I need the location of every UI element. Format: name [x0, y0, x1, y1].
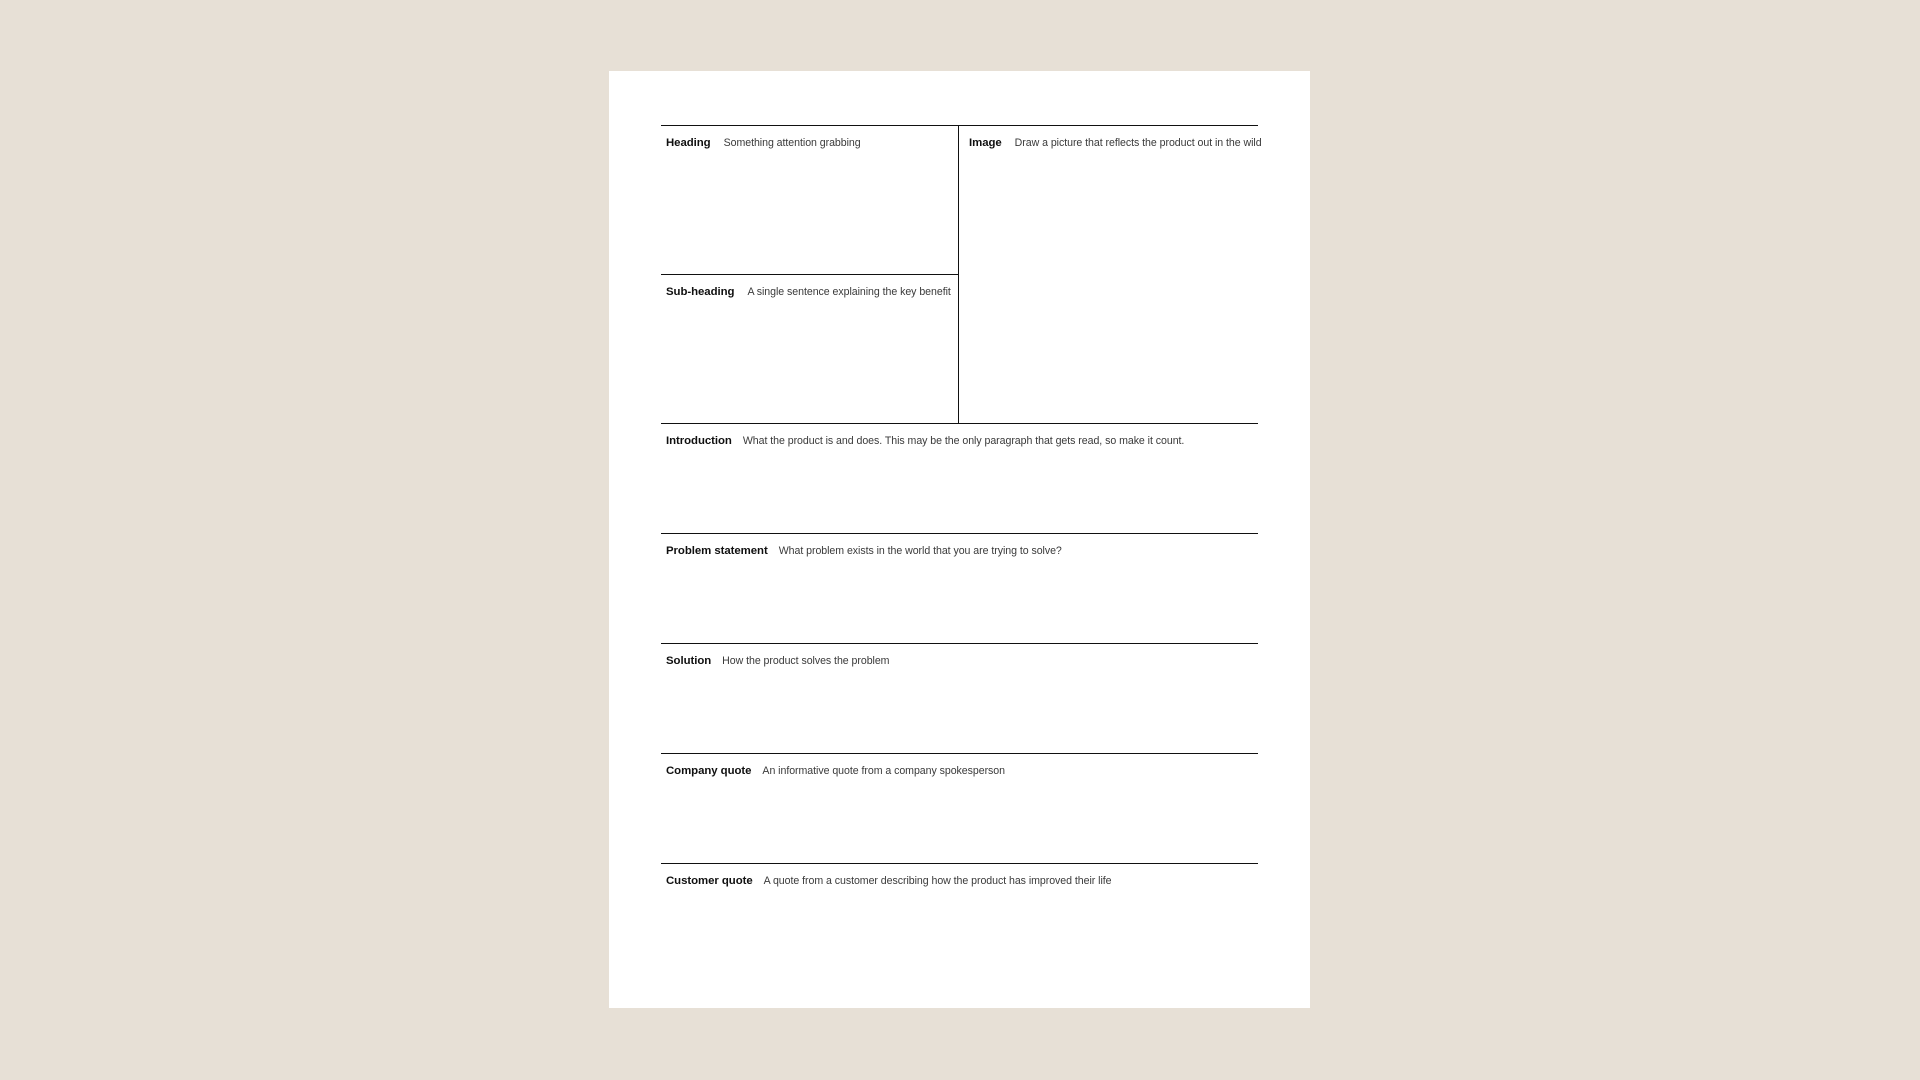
field-company-quote[interactable]: [661, 753, 1258, 863]
field-introduction-line: [666, 435, 1258, 447]
top-right-column: [959, 126, 1262, 423]
field-introduction-hint: What the product is and does. This may be the only paragraph that gets read, so make it count.: [742, 435, 1185, 447]
paper-sheet: [609, 71, 1310, 1008]
field-sub-heading-label: Sub-heading: [666, 286, 735, 298]
field-solution-label: Solution: [666, 655, 712, 667]
field-image-line: [969, 137, 1262, 149]
field-heading-line: [666, 137, 958, 149]
field-problem-statement[interactable]: [661, 533, 1258, 643]
field-company-quote-label: Company quote: [666, 765, 752, 777]
field-company-quote-line: [666, 765, 1258, 777]
field-solution-line: [666, 655, 1258, 667]
field-image-hint: Draw a picture that reflects the product out in the wild: [1014, 137, 1262, 149]
field-solution-hint: How the product solves the problem: [722, 655, 890, 667]
field-customer-quote-line: [666, 875, 1258, 887]
field-solution[interactable]: [661, 643, 1258, 753]
field-image-label: Image: [969, 137, 1002, 149]
field-image[interactable]: [959, 126, 1262, 423]
field-heading[interactable]: [661, 126, 958, 275]
field-heading-hint: Something attention grabbing: [723, 137, 861, 149]
field-introduction[interactable]: [661, 423, 1258, 533]
field-sub-heading-line: [666, 286, 958, 298]
top-block: [661, 125, 1262, 423]
field-customer-quote-label: Customer quote: [666, 875, 753, 887]
field-heading-label: Heading: [666, 137, 711, 149]
field-problem-statement-label: Problem statement: [666, 545, 768, 557]
field-sub-heading-hint: A single sentence explaining the key benefit: [747, 286, 951, 298]
field-customer-quote-hint: A quote from a customer describing how the product has improved their life: [763, 875, 1112, 887]
field-problem-statement-line: [666, 545, 1258, 557]
field-problem-statement-hint: What problem exists in the world that you are trying to solve?: [778, 545, 1062, 557]
field-introduction-label: Introduction: [666, 435, 732, 447]
field-customer-quote[interactable]: [661, 863, 1258, 973]
top-left-column: [661, 126, 959, 423]
field-company-quote-hint: An informative quote from a company spokesperson: [762, 765, 1005, 777]
field-sub-heading[interactable]: [661, 275, 958, 423]
press-release-worksheet: [661, 125, 1262, 973]
